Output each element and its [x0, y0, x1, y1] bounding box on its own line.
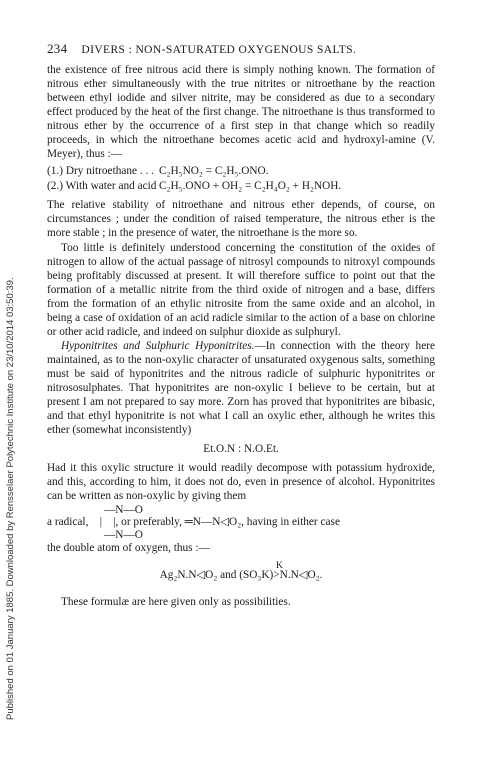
paragraph-4 — [47, 339, 435, 437]
page-number: 234 — [47, 41, 68, 56]
download-watermark — [2, 40, 16, 730]
equation-formula: C₂H₅NO₂ = C₂H₅.ONO. — [159, 165, 269, 178]
paragraph-4-text: —In connection with the theory here maintained, as to the non-oxylic character of unsaturated oxygenous salts, something must be said of hyponitrites and the nitrous radicle of sulphuric hyponitrites or nitrososulphates. That hyponitrites are non-oxylic I believe to be certain, but at present I am not prepared to say more. Zorn has proved that hyponitrites are bibasic, and that ethyl hyponitrite is not what I call an oxylic ether, although he writes this ether (somewhat inconsistently) — [47, 339, 435, 437]
page-body — [47, 42, 435, 609]
radical-formula — [47, 503, 435, 541]
radical-middle — [47, 515, 435, 529]
equation-row-1 — [47, 164, 435, 179]
radical-bottom: —N—O — [104, 529, 143, 542]
equation-row-2 — [47, 179, 435, 194]
equation-label: (2.) With water and acid — [47, 180, 157, 193]
running-title: DIVERS : NON-SATURATED OXYGENOUS SALTS. — [81, 44, 357, 56]
radical-text-end: , or preferably, ═N—N◁O₂, having in either case — [115, 516, 340, 529]
paragraph-3: Too little is definitely understood concerning the constitution of the oxides of nitrogen to allow of the actual passage of nitrosyl compounds to nitroxyl compounds being profitably discussed at present. It will therefore suffice to point out that the formation of a metallic nitrite from the third oxide of nitrogen and a base, differs from the formation of an ethylic nitrosite from the same oxide and an alcohol, in being a case of oxidation of an acid radicle similar to the action of a base on chlorine or other acid radicle, and indeed on sulphur dioxide as sulphuryl. — [47, 241, 435, 338]
equation-label: (1.) Dry nitroethane . . . — [47, 165, 154, 178]
radical-text-start: a radical, — [47, 516, 89, 529]
radical-top: —N—O — [104, 504, 143, 517]
paragraph-5: Had it this oxylic structure it would readily decompose with potassium hydroxide, and this, according to him, it does not do, even in presence of alcohol. Hyponitrites can be written as non-oxylic by giving them — [47, 462, 435, 503]
paragraph-6: the double atom of oxygen, thus :— — [47, 542, 210, 555]
equation-formula: C₂H₅.ONO + OH₂ = C₂H₄O₂ + H₂NOH. — [159, 180, 342, 193]
paragraph-1: the existence of free nitrous acid there is simply nothing known. The formation of nitrous ether simultaneously with the true nitrites or nitroethane by the reaction between ethyl iodide and silver nitrite, may be considered as due to a secondary effect produced by the heat of the first change. The nitroethane is thus transformed to nitrous ether by the occurrence of a first step in that change which so readily proceeds, in which the nitroethane becomes acetic acid and hydroxyl-amine (V. Meyer), thus :— — [47, 64, 435, 161]
paragraph-2: The relative stability of nitroethane and nitrous ether depends, of course, on circumstances ; under the condition of raised temperature, the nitrous ether is the more stable ; in the presence of water, the nitroethane is the more so. — [47, 199, 435, 240]
ether-formula: Et.O.N : N.O.Et. — [203, 443, 279, 456]
final-formula — [47, 559, 435, 589]
paragraph-7: These formulæ are here given only as possibilities. — [61, 596, 291, 609]
formula-superscript: K — [276, 561, 283, 572]
page-header — [47, 42, 435, 57]
download-note-text: Published on 01 January 1885. Downloaded by Rensselaer Polytechnic Institute on 23/10/2014 03:50:39. — [5, 277, 16, 720]
radical-bars: | | — [99, 516, 116, 529]
section-heading: Hyponitrites and Sulphuric Hyponitrites. — [61, 339, 255, 352]
formula-main: Ag₂N.N◁O₂ and (SO₃K)>N.N◁O₂. — [159, 569, 323, 582]
equation-block — [47, 164, 435, 194]
